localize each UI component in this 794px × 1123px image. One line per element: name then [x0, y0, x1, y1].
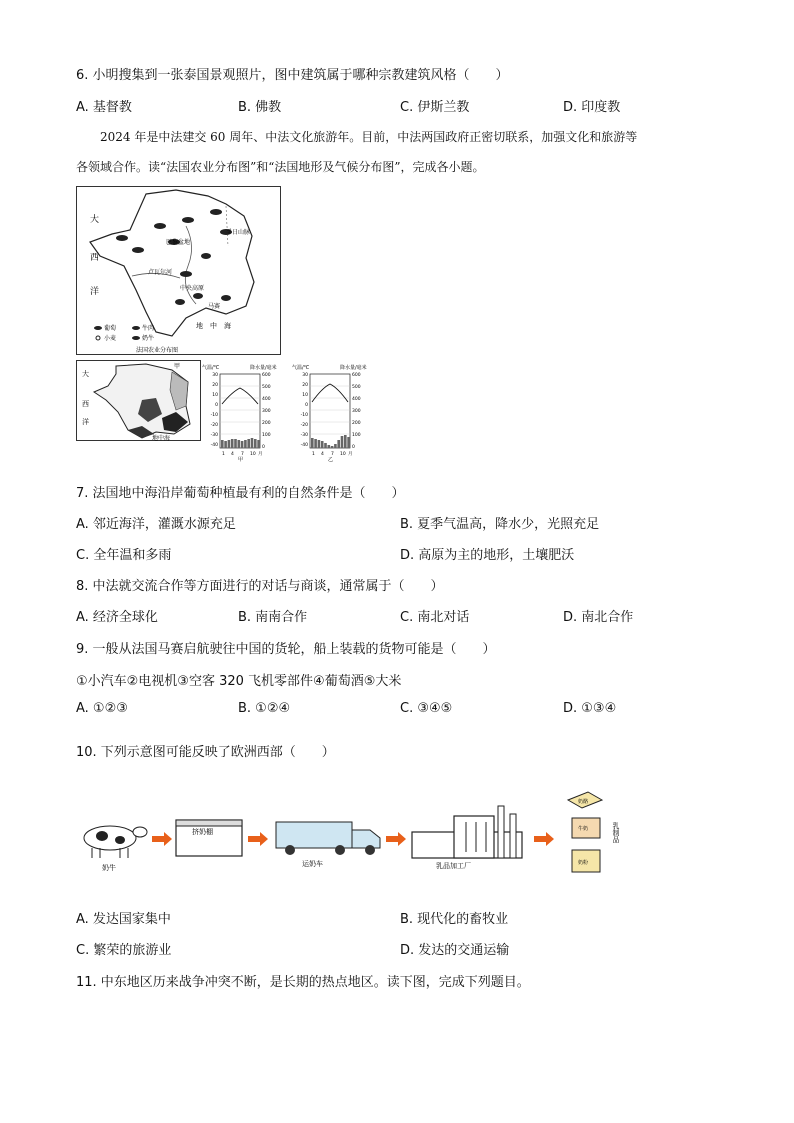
flow-label-truck: 运奶车 — [302, 860, 323, 868]
climate1-ylabel-right: 降水量/毫米 — [250, 365, 277, 371]
climate2-lt7: -40 — [300, 443, 308, 448]
dairy-products-icon — [568, 792, 602, 872]
q6-option-c: C. 伊斯兰教 — [400, 100, 470, 115]
climate-chart-2 — [292, 362, 372, 466]
q6-option-b: B. 佛教 — [238, 100, 282, 115]
map2-sea-1: 大 — [82, 370, 89, 378]
climate1-lt1: 20 — [212, 383, 218, 388]
climate1-x4: 月 — [258, 452, 263, 457]
product-label-cheese: 奶酪 — [578, 799, 589, 805]
flow-label-products: 乳制品 — [612, 822, 620, 843]
map2-sea-2: 西 — [82, 400, 89, 408]
climate1-x0: 1 — [222, 452, 225, 457]
climate2-rt6: 0 — [352, 445, 355, 450]
product-label-milk: 牛奶 — [578, 826, 589, 832]
climate2-rt0: 600 — [352, 373, 361, 378]
map2-med: 地中海 — [152, 435, 171, 442]
cow-icon — [84, 826, 147, 858]
map1-sea-1: 大 — [90, 215, 100, 225]
climate2-lt3: 0 — [305, 403, 308, 408]
q8-stem: 8. 中法就交流合作等方面进行的对话与商谈，通常属于（ ） — [76, 579, 444, 594]
dairy-flow-diagram — [76, 786, 636, 890]
flow-label-shed: 挤奶棚 — [192, 828, 213, 836]
map1-sea-2: 西 — [90, 253, 100, 263]
q8-option-a: A. 经济全球化 — [76, 610, 158, 625]
q11-stem: 11. 中东地区历来战争冲突不断，是长期的热点地区。读下图，完成下列题目。 — [76, 975, 530, 990]
q7-stem: 7. 法国地中海沿岸葡萄种植最有利的自然条件是（ ） — [76, 486, 405, 501]
climate2-name: 乙 — [328, 457, 334, 462]
climate1-rt6: 0 — [262, 445, 265, 450]
map2-sea-3: 洋 — [82, 418, 89, 426]
q6-stem: 6. 小明搜集到一张泰国景观照片，图中建筑属于哪种宗教建筑风格（ ） — [76, 68, 509, 83]
dairy-factory-icon — [412, 806, 522, 858]
map1-central: 中央高原 — [180, 285, 205, 292]
climate2-rt1: 500 — [352, 385, 361, 390]
climate2-lt5: -20 — [300, 423, 308, 428]
climate1-lt7: -40 — [210, 443, 218, 448]
map1-sea-3: 洋 — [90, 287, 100, 297]
product-label-powder: 奶粉 — [578, 860, 589, 866]
q10-option-d: D. 发达的交通运输 — [400, 943, 510, 958]
climate1-lt3: 0 — [215, 403, 218, 408]
climate1-name: 甲 — [238, 457, 244, 462]
q7-option-a: A. 邻近海洋，灌溉水源充足 — [76, 517, 236, 532]
climate2-rt5: 100 — [352, 433, 361, 438]
climate1-x3: 10 — [250, 452, 256, 457]
flow-label-cow: 奶牛 — [102, 864, 116, 872]
climate2-x1: 4 — [321, 452, 324, 457]
q6-option-d: D. 印度教 — [563, 100, 621, 115]
climate1-rt4: 200 — [262, 421, 271, 426]
flow-label-factory: 乳品加工厂 — [436, 862, 471, 870]
climate2-rt3: 300 — [352, 409, 361, 414]
q7-option-d: D. 高原为主的地形，土壤肥沃 — [400, 548, 575, 563]
climate2-rt2: 400 — [352, 397, 361, 402]
climate2-rt4: 200 — [352, 421, 361, 426]
q6-option-a: A. 基督教 — [76, 100, 132, 115]
climate1-lt0: 30 — [212, 373, 218, 378]
climate2-lt2: 10 — [302, 393, 308, 398]
france-terrain-map — [76, 360, 202, 446]
map1-med-sea: 地 中 海 — [196, 322, 231, 330]
climate1-lt5: -20 — [210, 423, 218, 428]
intro-line-1: 2024 年是中法建交 60 周年、中法文化旅游年。目前，中法两国政府正密切联系，加强文化和旅游等 — [100, 130, 638, 144]
climate2-lt4: -10 — [300, 413, 308, 418]
map1-legend-0: 葡萄 — [104, 325, 117, 332]
climate2-lt1: 20 — [302, 383, 308, 388]
climate1-rt1: 500 — [262, 385, 271, 390]
climate1-ylabel-left: 气温/℃ — [202, 365, 220, 371]
climate1-rt2: 400 — [262, 397, 271, 402]
climate2-x3: 10 — [340, 452, 346, 457]
q9-option-c: C. ③④⑤ — [400, 701, 453, 716]
map1-caption: 法国农业分布图 — [136, 347, 179, 354]
q9-option-a: A. ①②③ — [76, 701, 128, 716]
q10-option-b: B. 现代化的畜牧业 — [400, 912, 509, 927]
climate2-x0: 1 — [312, 452, 315, 457]
map1-legend-3: 奶牛 — [142, 335, 155, 342]
climate-chart-1 — [202, 362, 282, 466]
climate2-lt6: -30 — [300, 433, 308, 438]
q9-option-b: B. ①②④ — [238, 701, 291, 716]
climate1-lt2: 10 — [212, 393, 218, 398]
map1-mountain: 孚日山脉 — [226, 229, 251, 236]
q10-option-a: A. 发达国家集中 — [76, 912, 171, 927]
map1-river: 卢瓦尔河 — [148, 269, 173, 276]
map1-legend-2: 小麦 — [104, 335, 117, 342]
climate1-lt4: -10 — [210, 413, 218, 418]
climate2-ylabel-left: 气温/℃ — [292, 365, 310, 371]
climate2-x4: 月 — [348, 452, 353, 457]
map1-place: 马赛 — [208, 303, 221, 310]
climate2-ylabel-right: 降水量/毫米 — [340, 365, 367, 371]
q8-option-c: C. 南北对话 — [400, 610, 470, 625]
map1-legend-1: 牛肉 — [142, 325, 155, 332]
climate1-x1: 4 — [231, 452, 234, 457]
intro-line-2: 各领域合作。读“法国农业分布图”和“法国地形及气候分布图”，完成各小题。 — [76, 160, 485, 174]
climate1-x2: 7 — [241, 452, 244, 457]
q9-items: ①小汽车②电视机③空客 320 飞机零部件④葡萄酒⑤大米 — [76, 674, 402, 689]
q10-stem: 10. 下列示意图可能反映了欧洲西部（ ） — [76, 745, 335, 760]
climate1-lt6: -30 — [210, 433, 218, 438]
map1-paris: 巴黎盆地 — [166, 239, 191, 246]
map2-north: 甲 — [174, 363, 181, 370]
q7-option-c: C. 全年温和多雨 — [76, 548, 172, 563]
climate2-lt0: 30 — [302, 373, 308, 378]
climate2-x2: 7 — [331, 452, 334, 457]
q8-option-b: B. 南南合作 — [238, 610, 308, 625]
q10-option-c: C. 繁荣的旅游业 — [76, 943, 172, 958]
climate1-rt3: 300 — [262, 409, 271, 414]
q9-option-d: D. ①③④ — [563, 701, 617, 716]
q9-stem: 9. 一般从法国马赛启航驶往中国的货轮，船上装载的货物可能是（ ） — [76, 642, 496, 657]
climate1-rt0: 600 — [262, 373, 271, 378]
milk-truck-icon — [276, 822, 380, 855]
q7-option-b: B. 夏季气温高，降水少，光照充足 — [400, 517, 600, 532]
q8-option-d: D. 南北合作 — [563, 610, 634, 625]
climate1-rt5: 100 — [262, 433, 271, 438]
france-agriculture-map — [76, 186, 282, 360]
